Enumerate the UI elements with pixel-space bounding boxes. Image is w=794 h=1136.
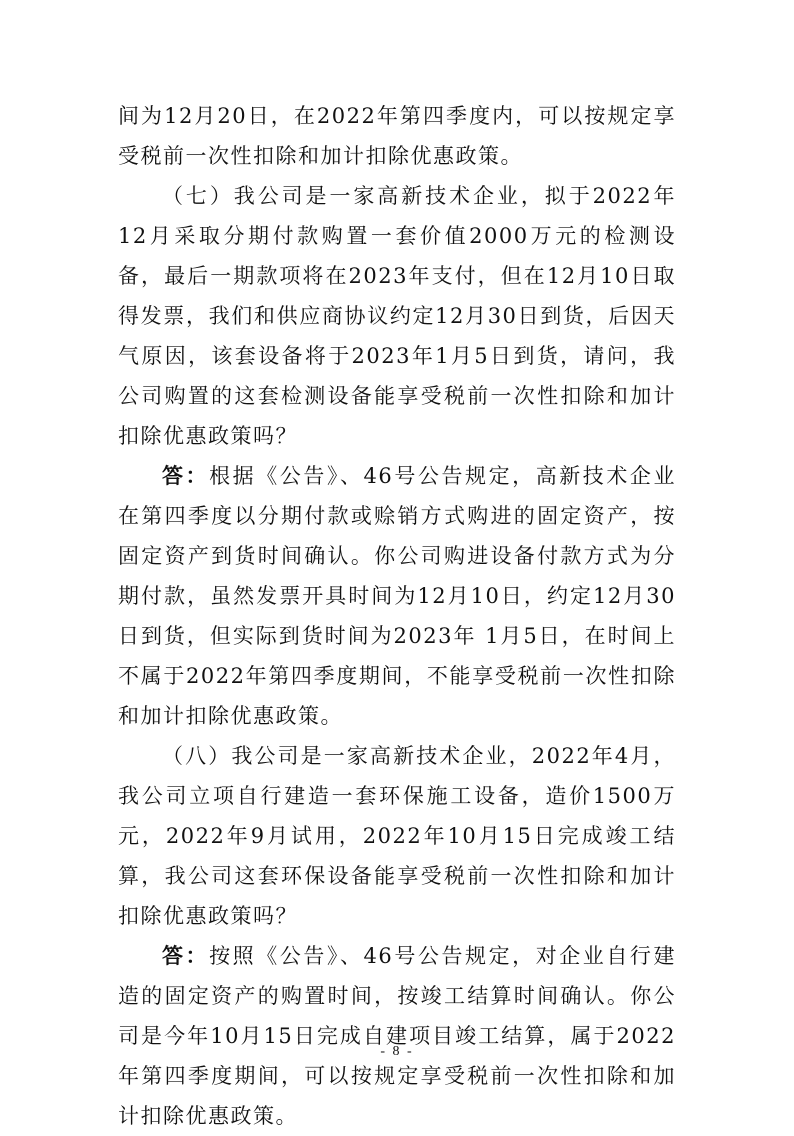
document-body (118, 96, 676, 1136)
paragraph-text: （七）我公司是一家高新技术企业，拟于2022年12月采取分期付款购置一套价值2000万元的检测设备，最后一期款项将在2023年支付，但在12月10日取得发票，我们和供应商协议约定12月30日到货，后因天气原因，该套设备将于2023年1月5日到货，请问，我公司购置的这套检测设备能享受税前一次性扣除和加计扣除优惠政策吗？ (118, 184, 676, 448)
paragraph-text: 间为12月20日，在2022年第四季度内，可以按规定享受税前一次性扣除和加计扣除优惠政策。 (118, 104, 676, 168)
page-number: - 8 - (380, 1044, 414, 1059)
paragraph-text: 按照《公告》、46号公告规定，对企业自行建造的固定资产的购置时间，按竣工结算时间确认。你公司是今年10月15日完成自建项目竣工结算，属于2022年第四季度期间，可以按规定享受税前一次性扣除和加计扣除优惠政策。 (118, 944, 676, 1128)
paragraph-text: 根据《公告》、46号公告规定，高新技术企业在第四季度以分期付款或赊销方式购进的固定资产，按固定资产到货时间确认。你公司购进设备付款方式为分期付款，虽然发票开具时间为12月10日，约定12月30日到货，但实际到货时间为2023年 1月5日，在时间上不属于2022年第四季度期间，不能享受税前一次性扣除和加计扣除优惠政策。 (118, 464, 676, 728)
answer-seven (118, 456, 676, 736)
answer-eight (118, 936, 676, 1136)
paragraph-text: （八）我公司是一家高新技术企业，2022年4月，我公司立项自行建造一套环保施工设备，造价1500万元，2022年9月试用，2022年10月15日完成竣工结算，我公司这套环保设备能享受税前一次性扣除和加计扣除优惠政策吗？ (118, 744, 676, 928)
question-eight (118, 736, 676, 936)
paragraph-continuation (118, 96, 676, 176)
answer-label: 答： (162, 464, 210, 488)
answer-label: 答： (162, 944, 210, 968)
question-seven (118, 176, 676, 456)
